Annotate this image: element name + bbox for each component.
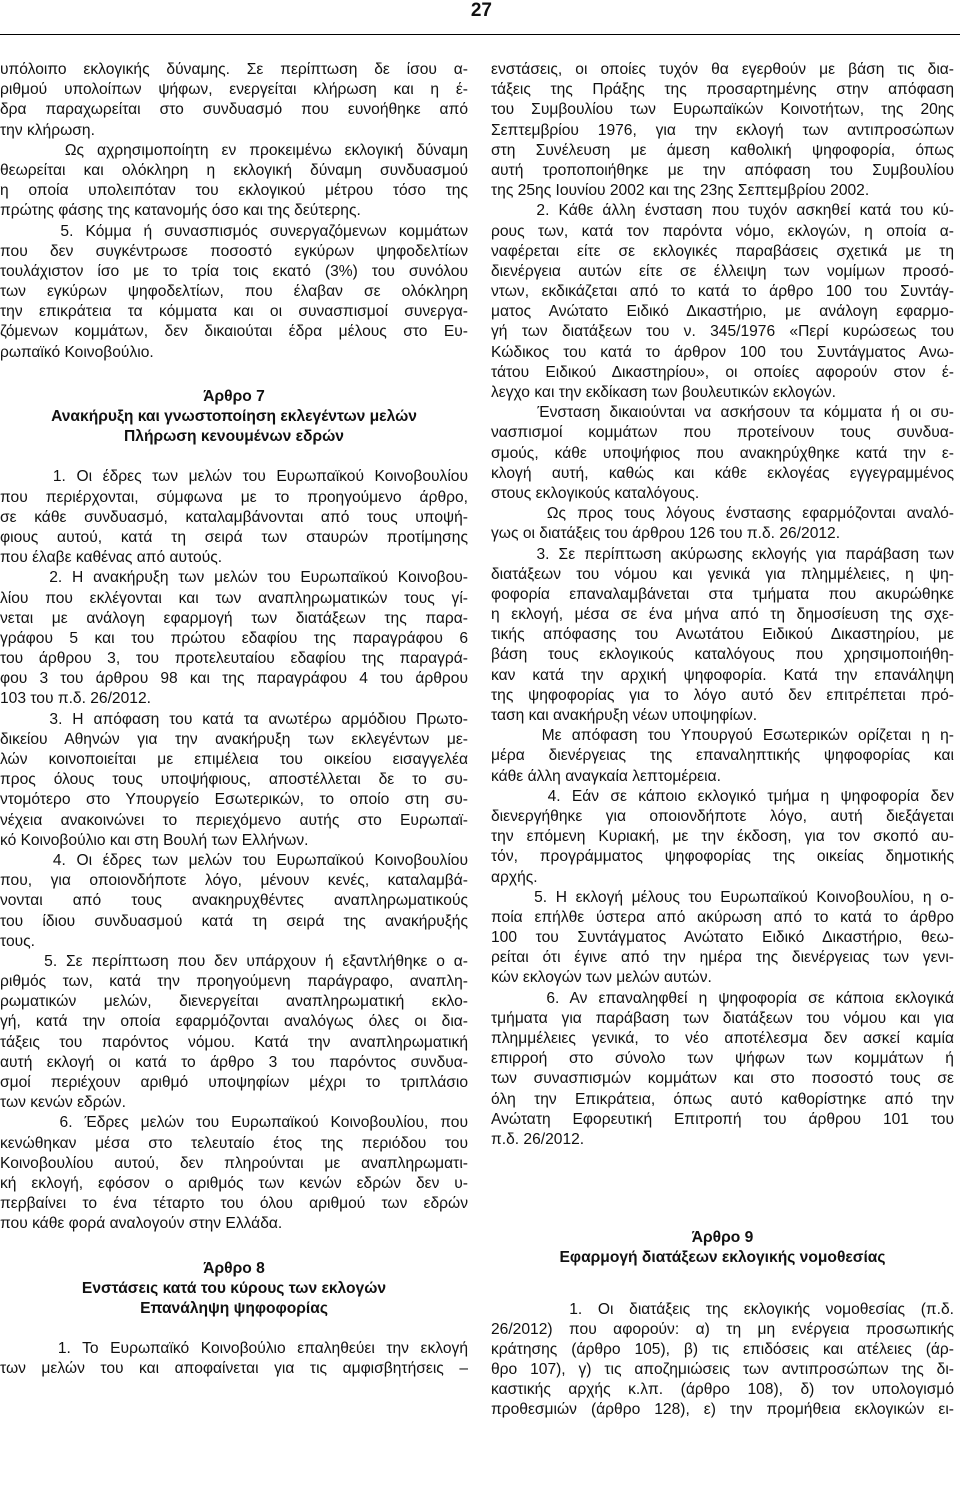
text-line: περβαίνει το ένα τέταρτο του όλου αριθμού των εδρών [0,1195,468,1213]
text-line: ντων, εκδικάζεται από το κατά το άρθρο 100 του Συντάγ- [491,283,954,301]
text-line: φου 3 του άρθρου 98 και της παραγράφου 4 του άρθρου [0,670,468,688]
text-line: των εγκύρων ψηφοδελτίων, που έλαβαν σε ολόκληρη [0,283,468,301]
page-number: 27 [470,0,492,21]
text-line: 5. Σε περίπτωση που δεν υπάρχουν ή εξαντλήθηκε ο α- [0,952,468,970]
text-line: σμοί περιέχουν αριθμό υποψηφίων μέχρι το τριπλάσιο [0,1074,468,1091]
spacer [0,1235,468,1259]
text-line: νέχεια ανακοινώνει το περιεχόμενο αυτής στο Ευρωπαϊ- [0,811,468,829]
text-line: τόν, προγράμματος ψηφοφορίας της οικείας δημοτικής [491,848,954,866]
text-line: γως οι διατάξεις του άρθρου 126 του π.δ. 26/2012. [491,525,841,543]
text-line: 26/2012) που αφορούν: α) τη μη ενέργεια προσωπικής [491,1320,954,1338]
text-line: σμούς, κάθε υποψήφιος που ανακηρύχθηκε κατά την ε- [491,444,954,462]
text-line: ενστάσεις, οι οποίες τυχόν θα εγερθούν με βάση τις δια- [491,61,954,78]
text-line: λών κοινοποιείται με επιμέλεια του οικείου εισαγγελέα [0,751,468,768]
text-line: διατάξεων του νόμου και γενικά για πλημμέλειες, η ψη- [491,565,954,583]
text-line: κλογή αυτή, καθώς και κάθε εκλογέας εγγεγραμμένος [491,464,954,482]
text-line: υπόλοιπο εκλογικής δύναμης. Σε περίπτωση δε ίσου α- [0,61,468,78]
text-line: ριθμού υπολοίπων ψήφων, ενεργείται κλήρωση και η έ- [0,81,468,99]
text-line: ζόμενων κομμάτων, δεν δικαιούται έδρα μέλους στο Ευ- [0,323,468,341]
text-line: την επόμενη Κυριακή, με την έκδοση, για τον σκοπό αυ- [491,828,954,846]
text-line: ματος Ανώτατο Ειδικό Δικαστήριο, με ανάλογη εφαρμο- [491,303,954,321]
text-line: κράτησης (άρθρο 105), β) τις επιδόσεις και ατέλειες (άρ- [491,1340,954,1358]
text-line: των μελών του και αποφαίνεται για τις αμφισβητήσεις – [0,1360,468,1378]
text-line: δρα παραχωρείται στο συνδυασμό που ευνοήθηκε από [0,101,468,119]
text-line: 4. Εάν σε κάποιο εκλογικό τμήμα η ψηφοφορία δεν [491,787,954,805]
text-line: Ένσταση δικαιούνται να ασκήσουν τα κόμματα ή οι συ- [491,404,954,422]
text-line: 103 του π.δ. 26/2012. [0,690,151,708]
text-line: καστικής αρχής κ.λπ. (άρθρο 108), δ) τον υπολογισμό [491,1381,954,1399]
text-line: Ως προς τους λόγους ένστασης εφαρμόζονται αναλό- [491,505,954,523]
text-line: Ως αχρησιμοποίητη εν προκειμένω εκλογική δύναμη [0,141,468,159]
text-line: Ανώτατη Εφορευτική Επιτροπή του άρθρου 101 του [491,1110,954,1128]
text-line: των κενών εδρών. [0,1094,126,1112]
text-line: δικείου Αθηνών για την ανακήρυξη των εκλεγέντων με- [0,730,468,748]
text-line: προθεσμιών (άρθρο 128), ε) την προμήθεια εκλογικών ει- [491,1401,954,1419]
text-line: τμήματα για παράβαση των διατάξεων του νόμου και για [491,1009,954,1027]
text-line: βάση τους εκλογικούς καταλόγους που χρησιμοποιήθη- [491,646,954,664]
article-heading: Ενστάσεις κατά του κύρους των εκλογών [81,1279,387,1297]
text-line: Κώδικος του κατά το άρθρον 100 του Συντάγματος Ανω- [491,343,954,361]
text-line: λεγχο και την εκδίκαση των βουλευτικών εκλογών. [491,384,836,401]
text-line: 5. Η εκλογή μέλους του Ευρωπαϊκού Κοινοβουλίου, η ο- [491,888,954,906]
text-line: Κοινοβουλίου αυτού, δεν πληρούνται με αναπληρωματι- [0,1154,468,1172]
text-line: όλη την Επικράτεια, όπως αυτό καθορίστηκε από την [491,1090,954,1108]
text-line: η εκλογή, μέσα σε ένα μήνα από τη δημοσίευση της σχε- [491,606,954,624]
text-line: επιρροή στο σύνολο των ψήφων των κομμάτων ή [491,1050,954,1068]
text-line: ριθμός των, κατά την προηγούμενη παράγραφο, αναπλη- [0,973,468,991]
text-line: φοφορία επαναλαμβάνεται στα τμήματα που ακυρώθηκε [491,585,954,603]
text-line: 3. Η απόφαση του κατά τα ανωτέρω αρμόδιου Πρωτο- [0,710,468,728]
text-line: 2. Η ανακήρυξη των μελών του Ευρωπαϊκού Κοινοβου- [0,569,468,587]
page-header [0,0,960,35]
text-line: στους εκλογικούς καταλόγους. [491,484,700,502]
text-line: τάξεις της Πράξης της προσαρτημένης στην απόφαση [491,81,954,99]
text-line: 1. Οι διατάξεις της εκλογικής νομοθεσίας (π.δ. [491,1300,954,1318]
text-line: 6. Έδρες μελών του Ευρωπαϊκού Κοινοβουλίου, που [0,1114,468,1132]
text-line: φιους αυτού, κατά τη σειρά των σταυρών προτίμησης [0,528,468,546]
text-line: 6. Αν επαναληφθεί η ψηφοφορία σε κάποια εκλογικά [491,989,954,1007]
text-line: της 25ης Ιουνίου 2002 και της 23ης Σεπτεμβρίου 2002. [491,182,870,200]
text-line: τικής απόφασης του Ανωτάτου Ειδικού Δικαστηρίου, με [491,626,954,644]
text-line: γράφου 5 και του πρώτου εδαφίου της παραγράφου 6 [0,629,468,647]
text-line: τάτου Ειδικού Δικαστηρίου», οι οποίες αφορούν στον έ- [491,363,954,381]
right-column [491,60,954,1421]
text-line: καν κατά την αρχική ψηφοφορία. Κατά την επανάληψη [491,666,954,684]
text-line: αρχής. [491,868,538,886]
spacer [0,447,468,467]
text-line: Σεπτεμβρίου 1976, για την εκλογή των αντιπροσώπων [491,121,954,139]
text-line: που δεν συγκέντρωσε ποσοστό εγκύρων ψηφοδελτίων [0,242,468,260]
text-line: 100 του Συντάγματος Ανώτατο Ειδικό Δικαστήριο, θεω- [491,929,954,947]
article-heading: Άρθρο 9 [691,1229,754,1247]
text-line: πλημμέλειες γενικά, το νέο αποτέλεσμα δεν ασκεί καμία [491,1030,954,1047]
text-line: κάθε άλλη αναγκαία λεπτομέρεια. [491,767,721,785]
text-line: ρωματικών μελών, διενεργείται αναπληρωματική εκλο- [0,993,468,1011]
text-line: διενέργεια αυτών είτε σε έλλειψη των νομίμων προσό- [491,262,954,280]
text-line: 1. Οι έδρες των μελών του Ευρωπαϊκού Κοινοβουλίου [0,468,468,486]
text-line: που περιέρχονται, σύμφωνα με το προηγούμενο άρθρο, [0,488,468,506]
text-line: αυτή εκλογή οι κατά το άρθρο 3 του παρόντος συνδυα- [0,1053,468,1071]
text-line: κών εκλογών των μελών αυτών. [491,969,712,987]
text-line: Με απόφαση του Υπουργού Εσωτερικών ορίζεται η η- [491,727,954,745]
text-line: πρώτης φάσης της κατανομής όσο και της δεύτερης. [0,202,361,220]
text-line: που, για οποιονδήποτε λόγο, μένουν κενές, καταλαμβά- [0,872,468,890]
spacer [0,363,468,387]
text-line: τους. [0,932,35,950]
text-line: νεται με ανάλογη εφαρμογή των διατάξεων της παρα- [0,609,468,627]
text-line: του άρθρου 3, του προτελευταίου εδαφίου της παραγρά- [0,650,468,668]
text-line: τουλάχιστον ίσο με το τρία τοις εκατό (3%) του συνόλου [0,262,468,280]
text-line: π.δ. 26/2012. [491,1130,585,1148]
text-line: 2. Κάθε άλλη ένσταση που τυχόν ασκηθεί κατά του κύ- [491,202,954,220]
text-line: την επικράτεια τα κόμματα και οι συνασπισμοί συνεργα- [0,303,468,321]
text-line: την κλήρωση. [0,121,95,139]
text-line: θεωρείται και ολόκληρη η εκλογική δύναμη συνδυασμού [0,161,468,179]
text-line: του Συμβουλίου των Ευρωπαϊκών Κοινοτήτων, της 20ης [491,101,954,119]
text-line: ντομότερο στο Υπουργείο Εσωτερικών, το οποίο στη συ- [0,791,468,809]
text-line: διενεργήθηκε για οποιονδήποτε λόγο, αυτή διεξάγεται [491,807,954,825]
text-line: ρείται ότι έγινε από την ημέρα της διενέργειας των γενι- [491,949,954,967]
article-heading: Άρθρο 8 [203,1259,265,1277]
text-line: ναφέρεται είτε σε εκλογικές παραβάσεις σχετικά με τη [491,242,954,260]
text-line: του ίδιου συνδυασμού κατά τη σειρά της ανακήρυξής [0,912,468,930]
text-line: νασπισμοί κομμάτων που προτείνουν τους συνδυα- [491,424,954,442]
text-line: κενώθηκαν μέσα στο τελευταίο έτος της περιόδου του [0,1134,468,1152]
text-line: σε κάθε συνδυασμό, καταλαμβάνονται από τους υποψή- [0,508,468,526]
text-line: των συνασπισμών κομμάτων και στο ποσοστό τους σε [491,1070,954,1088]
article-heading: Άρθρο 7 [203,387,265,405]
text-line: 1. Το Ευρωπαϊκό Κοινοβούλιο επαληθεύει την εκλογή [0,1340,468,1358]
text-line: 4. Οι έδρες των μελών του Ευρωπαϊκού Κοινοβουλίου [0,851,468,869]
text-line: τάξεις του παρόντος νόμου. Κατά την αναπληρωματική [0,1033,468,1051]
text-line: που έλαβε καθένας από αυτούς. [0,549,223,567]
text-line: 5. Κόμμα ή συνασπισμός συνεργαζόμενων κομμάτων [0,222,468,240]
spacer [0,1319,468,1339]
text-line: νονται από τους ανακηρυχθέντες αναπληρωματικούς [0,892,468,910]
text-line: γή, κατά την οποία εφαρμόζονται αναλόγως όλες οι δια- [0,1013,468,1031]
left-column [0,60,468,1379]
text-line: λίου που εκλέγονται και των αναπληρωματικών τους γί- [0,589,468,607]
spacer [491,1269,954,1300]
text-line: προς όλους τους υποψήφιους, αποστέλλεται δε το συ- [0,771,468,789]
text-line: θρο 107), γ) τις αποζημιώσεις των αντιπροσώπων της δι- [491,1361,954,1379]
article-heading: Πλήρωση κενουμένων εδρών [124,428,344,446]
text-line: στη Συνέλευση με άμεση καθολική ψηφοφορία, όπως [491,141,954,159]
text-line: κή εκλογή, εφόσον ο αριθμός των κενών εδρών δεν υ- [0,1174,468,1192]
text-line: γή των διατάξεων του ν. 345/1976 «Περί κυρώσεως του [491,323,954,341]
spacer [491,1150,954,1228]
text-line: ποία επήλθε ύστερα από ακύρωση από το κατά το άρθρο [491,908,954,926]
text-line: της ψηφοφορίας για το λόγο αυτό δεν επιτρέπεται πρό- [491,686,954,704]
article-heading: Ανακήρυξη και γνωστοποίηση εκλεγέντων μελών [51,408,417,425]
article-heading: Εφαρμογή διατάξεων εκλογικής νομοθεσίας [559,1249,886,1267]
text-line: ταση και ανακήρυξη νέων υποψηφίων. [491,707,758,724]
text-line: η οποία υπολειπόταν του εκλογικού μέτρου τόσο της [0,182,468,200]
article-heading: Επανάληψη ψηφοφορίας [140,1299,328,1317]
text-line: ρωπαϊκό Κοινοβούλιο. [0,343,154,361]
text-line: 3. Σε περίπτωση ακύρωσης εκλογής για παράβαση των [491,545,954,563]
text-line: ρους των, κατά τον παρόντα νόμο, εκλογών, η οποία α- [491,222,954,240]
text-line: που κάθε φορά αναλογούν στην Ελλάδα. [0,1215,283,1233]
text-line: μέρα διενέργειας της επαναληπτικής ψηφοφορίας και [491,747,954,765]
text-line: αυτή τροποποιήθηκε με την απόφαση του Συμβουλίου [491,161,954,179]
text-line: κό Κοινοβούλιο και στη Βουλή των Ελλήνων. [0,831,309,849]
